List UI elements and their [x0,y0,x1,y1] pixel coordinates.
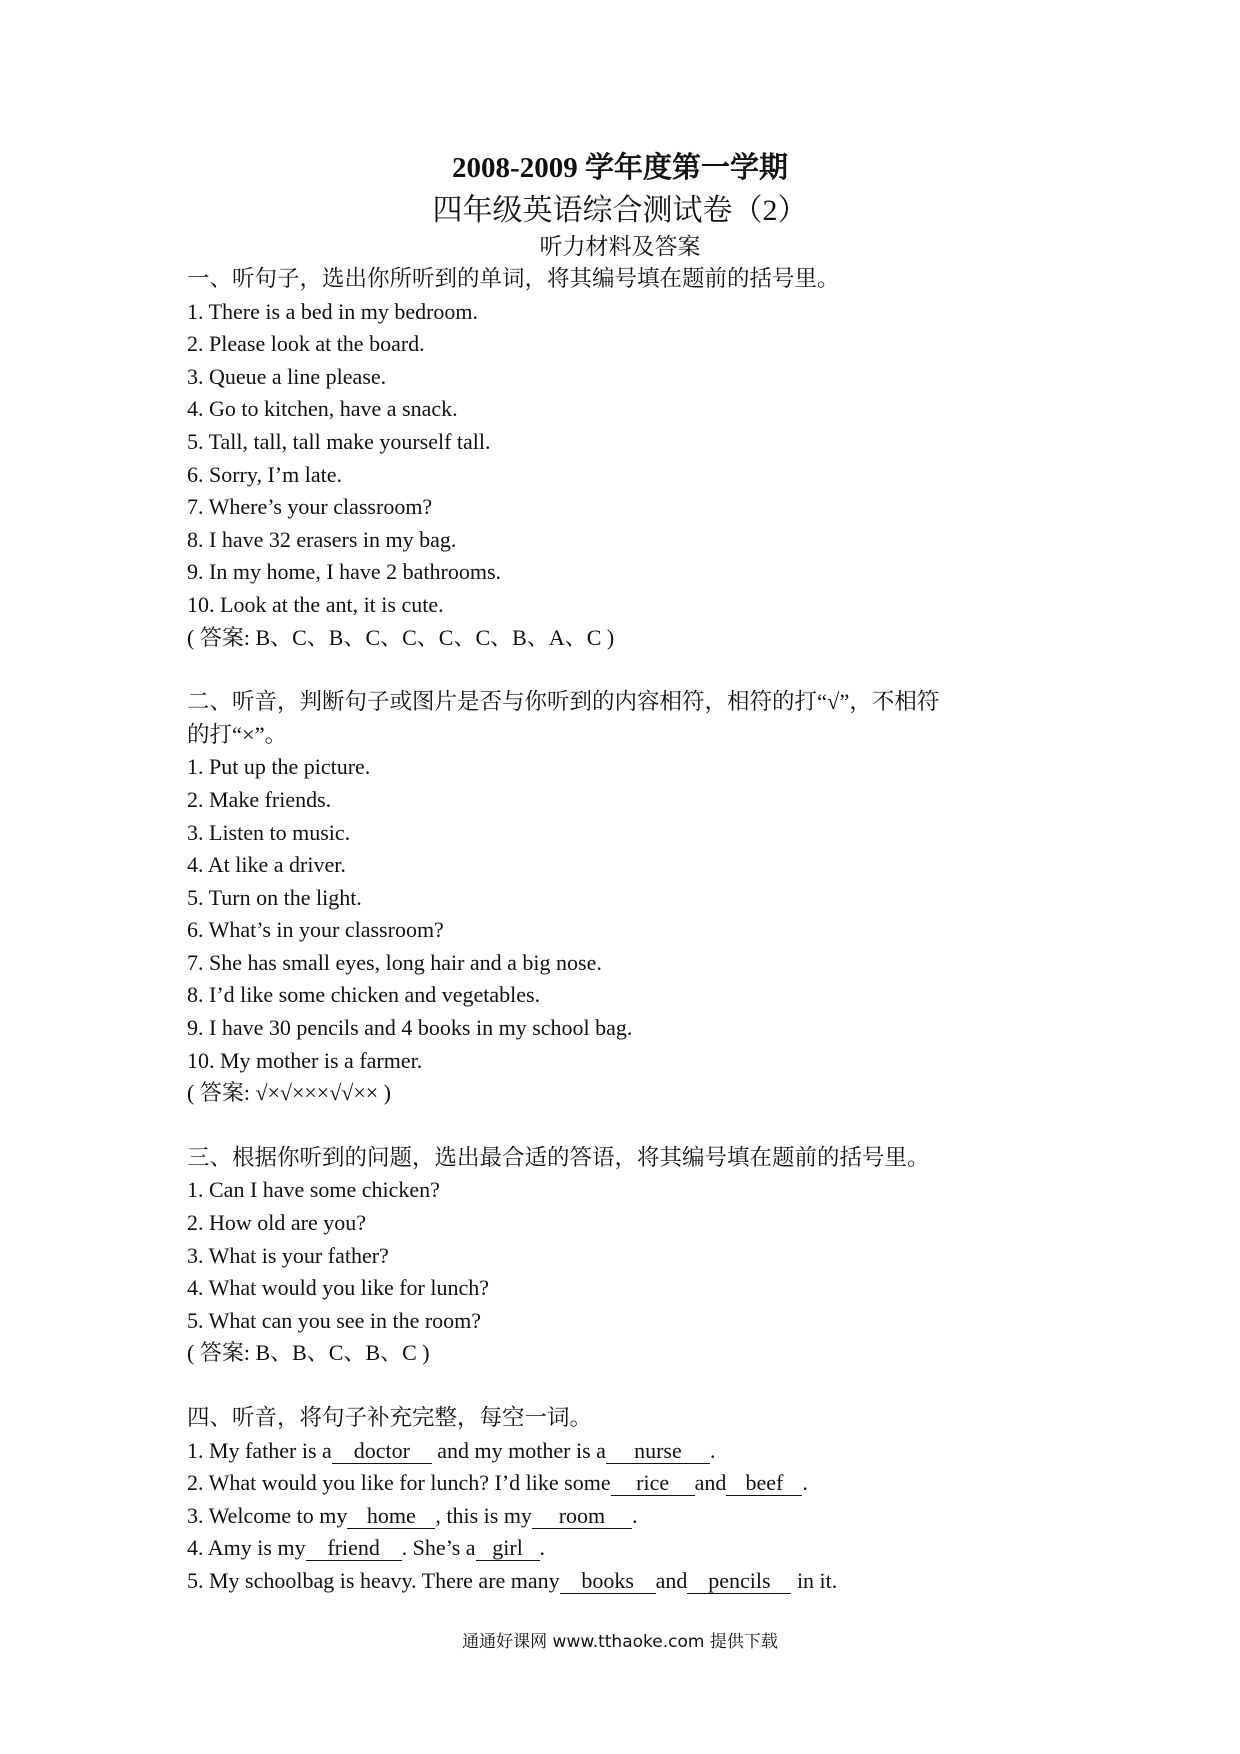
spacer [187,1110,1087,1142]
answer-blank: rice [611,1471,695,1496]
answer-blank: room [532,1504,632,1529]
list-item: 7. Where’s your classroom? [187,494,433,520]
sentence-text: 3. Welcome to my [187,1502,348,1528]
year-term-title: 2008-2009 学年度第一学期 [452,152,788,184]
section2-heading-line1: 二、听音，判断句子或图片是否与你听到的内容相符，相符的打“√”，不相符 [187,689,940,715]
fill-in-sentence [187,1435,1087,1468]
list-item: 9. In my home, I have 2 bathrooms. [187,559,502,585]
fill-in-sentence [187,1532,1087,1565]
list-item: 9. I have 30 pencils and 4 books in my school bag. [187,1015,633,1041]
list-item: 3. Listen to music. [187,819,351,845]
answer-blank: beef [726,1471,802,1496]
section3-heading: 三、根据你听到的问题，选出最合适的答语，将其编号填在题前的括号里。 [187,1144,930,1170]
sentence-text: 1. My father is a [187,1437,332,1463]
list-item: 8. I have 32 erasers in my bag. [187,526,457,552]
list-item: 1. Put up the picture. [187,754,371,780]
list-item: 6. What’s in your classroom? [187,917,444,943]
exam-content [187,263,1087,1598]
exam-title: 四年级英语综合测试卷（2） [432,194,808,227]
list-item: 2. Please look at the board. [187,331,425,357]
list-item: 2. How old are you? [187,1210,367,1236]
list-item: 4. Go to kitchen, have a snack. [187,396,458,422]
fill-in-sentence [187,1500,1087,1533]
section2-heading-line2: 的打“×”。 [187,721,288,747]
answer-blank: doctor [332,1439,432,1464]
sentence-text: . [539,1535,546,1561]
list-item: 5. Tall, tall, tall make yourself tall. [187,428,491,454]
answer-blank: girl [476,1536,540,1561]
fill-in-sentence [187,1467,1087,1500]
list-item: 5. Turn on the light. [187,884,362,910]
spacer [187,1370,1087,1402]
sentence-text: 5. My schoolbag is heavy. There are many [187,1567,560,1593]
answer-blank: books [560,1569,656,1594]
sentence-text: 4. Amy is my [187,1535,306,1561]
list-item: 5. What can you see in the room? [187,1307,482,1333]
section4-heading: 四、听音，将句子补充完整，每空一词。 [187,1405,593,1430]
sentence-text: in it. [791,1567,838,1593]
list-item: 2. Make friends. [187,786,332,812]
sentence-text: . [709,1437,716,1463]
list-item: 3. What is your father? [187,1242,389,1268]
sentence-text: . She’s a [401,1535,476,1561]
sentence-text: and [655,1567,688,1593]
sentence-text: , this is my [435,1502,532,1528]
list-item: 4. At like a driver. [187,852,346,878]
answer-blank: home [347,1504,435,1529]
sentence-text: . [631,1502,638,1528]
list-item: 1. There is a bed in my bedroom. [187,298,479,324]
spacer [187,654,1087,686]
list-item: 3. Queue a line please. [187,363,387,389]
footer-credit: 通通好课网 www.tthaoke.com 提供下载 [462,1632,778,1652]
list-item: 8. I’d like some chicken and vegetables. [187,982,541,1008]
section1-answer: ( 答案: B、C、B、C、C、C、C、B、A、C ) [187,624,615,650]
section1-heading: 一、听句子，选出你所听到的单词，将其编号填在题前的括号里。 [187,266,840,291]
sentence-text: . [802,1470,808,1496]
sentence-text: and my mother is a [431,1437,606,1463]
fill-in-sentence [187,1565,1087,1598]
sentence-text: 2. What would you like for lunch? I’d like some [187,1470,611,1496]
list-item: 10. My mother is a farmer. [187,1047,423,1073]
subtitle: 听力材料及答案 [539,234,701,259]
answer-blank: pencils [687,1569,791,1594]
list-item: 4. What would you like for lunch? [187,1275,490,1301]
section3-answer: ( 答案: B、B、C、B、C ) [187,1340,430,1366]
sentence-text: and [694,1470,727,1496]
answer-blank: friend [306,1536,402,1561]
list-item: 6. Sorry, I’m late. [187,461,342,487]
answer-blank: nurse [606,1439,710,1464]
section2-answer: ( 答案: √×√×××√√×× ) [187,1080,392,1106]
list-item: 7. She has small eyes, long hair and a big nose. [187,949,602,975]
list-item: 10. Look at the ant, it is cute. [187,591,444,617]
list-item: 1. Can I have some chicken? [187,1177,440,1203]
